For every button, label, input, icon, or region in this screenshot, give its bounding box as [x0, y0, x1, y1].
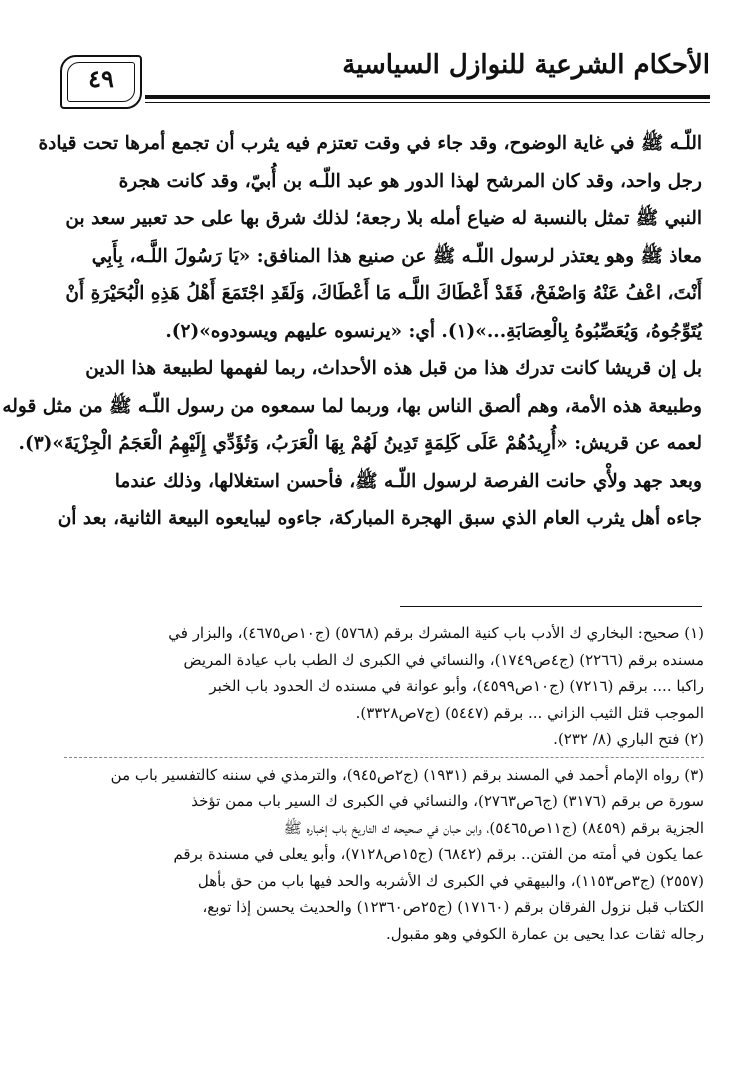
text-line: معاذ ﷺ وهو يعتذر لرسول اللّـه ﷺ عن صنيع هذا المنافق: «يَا رَسُولَ اللَّـه، بِأَبِي — [91, 245, 702, 267]
footnotes — [62, 620, 704, 947]
text-line: جاءه أهل يثرب العام الذي سبق الهجرة المباركة، جاءوه ليبايعوه البيعة الثانية، بعد أن — [57, 508, 702, 529]
footnote-line: مسنده برقم (٢٢٦٦) (ج٤ص١٧٤٩)، والنسائي في الكبرى ك الطب باب عيادة المريض — [183, 650, 704, 669]
page-number-frame — [60, 55, 142, 109]
text-line: اللّـه ﷺ في غاية الوضوح، وقد جاء في وقت تعتزم فيه يثرب أن تجمع أمرها تحت قيادة — [38, 133, 702, 154]
footnote-line: الكتاب قبل نزول الفرقان برقم (١٧١٦٠) (ج٢٥ص١٢٣٦٠) والحديث يحسن إذا توبع، — [202, 898, 704, 916]
footnote-line: راكبا .... برقم (٧٢١٦) (ج١٠ص٤٥٩٩)، وأبو عوانة في مسنده ك الحدود باب الخبر — [209, 677, 704, 695]
footnote-1 — [62, 620, 704, 726]
text-line: يُتَوِّجُوهُ، وَيُعَصِّبُوهُ بِالْعِصَابَةِ...»(١). أي: «يرنسوه عليهم ويسودوه»(٢). — [165, 320, 702, 342]
footnote-line: (٢٥٥٧) (ج٣ص١١٥٣)، والبيهقي في الكبرى ك الأشربه والحد فيها باب من حق بأهل — [197, 871, 704, 890]
text-line: النبي ﷺ تمثل بالنسبة له ضياع أمله بلا رجعة؛ لذلك شرق بها على حد تعبير سعد بن — [65, 208, 702, 229]
main-text — [2, 125, 702, 538]
footnote-line: (١) صحيح: البخاري ك الأدب باب كنية المشرك برقم (٥٧٦٨) (ج١٠ص٤٦٧٥)، والبزار في — [168, 624, 704, 642]
footnote-line: عما يكون في أمته من الفتن.. برقم (٦٨٤٢) (ج١٥ص٧١٢٨)، وأبو يعلى في مسندة برقم — [173, 845, 704, 863]
page-number: ٤٩ — [88, 64, 114, 93]
footnote-divider — [64, 757, 704, 758]
text-line: أَنْتَ، اعْفُ عَنْهُ وَاصْفَحْ، فَقَدْ أَعْطَاكَ اللَّـه مَا أَعْطَاكَ، وَلَقَدِ اجْتَمَعَ أَهْلُ هَذِهِ الْبُحَيْرَةِ أَنْ — [65, 283, 702, 304]
footnote-2 — [62, 726, 704, 753]
footnote-line: رجاله ثقات عدا يحيى بن عمارة الكوفي وهو مقبول. — [386, 924, 704, 943]
text-line: رجل واحد، وقد كان المرشح لهذا الدور هو عبد اللّـه بن أُبيّ، وقد كانت هجرة — [118, 170, 702, 192]
text-line: وبعد جهد ولأْي حانت الفرصة لرسول اللّـه ﷺ، فأحسن استغلالها، وذلك عندما — [114, 470, 702, 492]
footnote-line: (٣) رواه الإمام أحمد في المسند برقم (١٩٣١) (ج٢ص٩٤٥)، والترمذي في سننه كالتفسير باب من — [110, 765, 704, 784]
text-line: لعمه عن قريش: «أُرِيدُهُمْ عَلَى كَلِمَةٍ تَدِينُ لَهُمْ بِهَا الْعَرَبُ، وَتُؤَدِّي إِلَيْهِمُ الْعَجَمُ الْجِزْيَةَ»(٣). — [18, 433, 702, 454]
footnote-line: سورة ص برقم (٣١٧٦) (ج٦ص٢٧٦٣)، والنسائي في الكبرى ك السير باب ممن تؤخذ — [191, 792, 704, 810]
running-title: الأحكام الشرعية للنوازل السياسية — [342, 50, 710, 80]
footnote-line: الجزية برقم (٨٤٥٩) (ج١١ص٥٤٦٥)، وابن حبان في صحيحه ك التاريخ باب إخباره ﷺ — [283, 818, 704, 837]
page-header — [60, 40, 710, 110]
footnote-line: (٢) فتح الباري (٨/ ٢٣٢). — [553, 730, 704, 748]
footnote-3 — [62, 762, 704, 948]
footnote-separator — [400, 606, 702, 607]
text-line: بل إن قريشا كانت تدرك هذا من قبل هذه الأحداث، ربما لفهمها لطبيعة هذا الدين — [85, 358, 702, 379]
header-rule-thin — [145, 102, 710, 103]
text-line: وطبيعة هذه الأمة، وهم ألصق الناس بها، وربما لما سمعوه من رسول اللّـه ﷺ من مثل قوله — [2, 395, 702, 417]
footnote-line: الموجب قتل الثيب الزاني ... برقم (٥٤٤٧) (ج٧ص٣٣٢٨). — [355, 703, 704, 722]
header-rule-thick — [145, 95, 710, 99]
